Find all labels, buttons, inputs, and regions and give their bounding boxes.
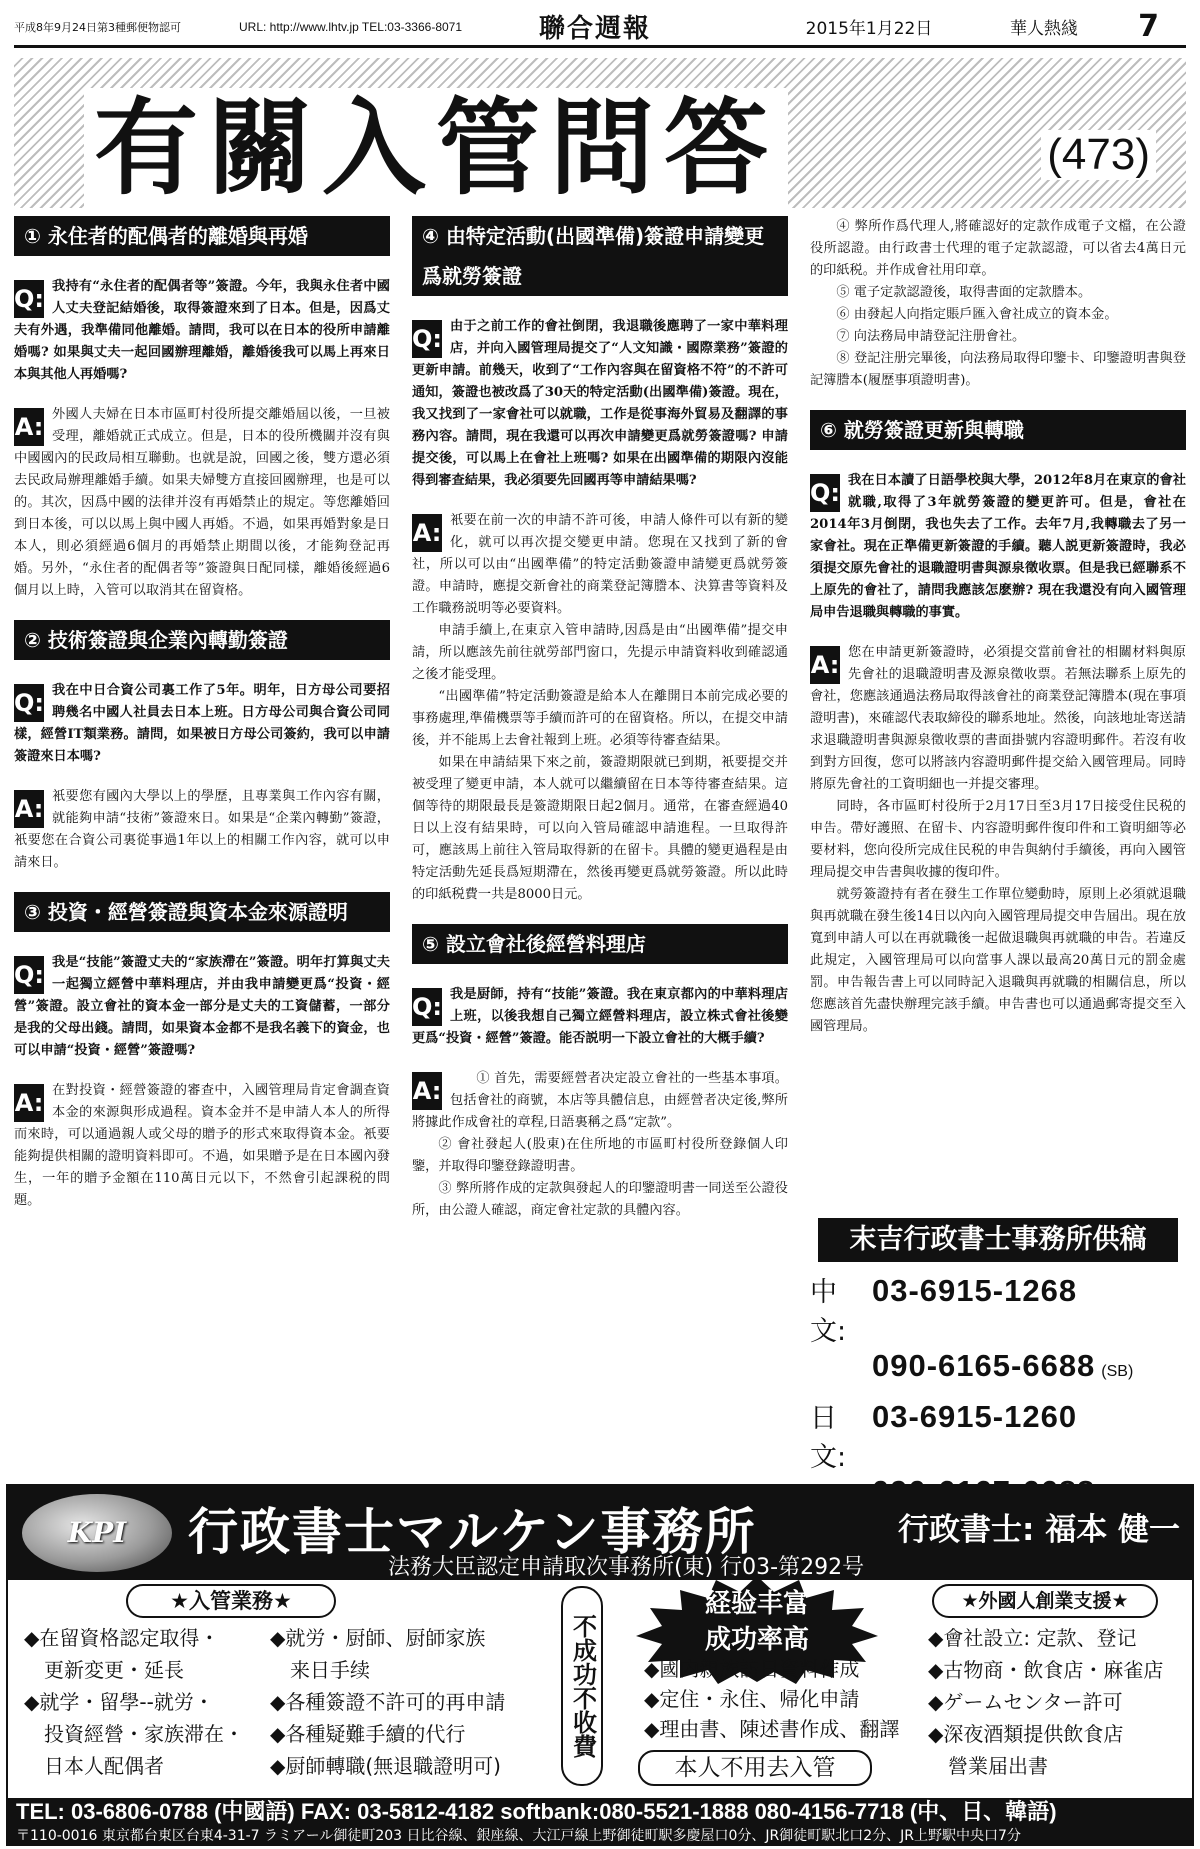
office-name: 行政書士マルケン事務所 [188, 1503, 757, 1561]
answer-mark-icon: A: [14, 408, 44, 446]
service-item: ◆就労・厨師、厨師家族 [270, 1626, 486, 1650]
contributor-contact [810, 1218, 1186, 1510]
answer-mark-icon: A: [810, 646, 840, 684]
service-item: ◆各種簽證不許可的再申請 [270, 1690, 506, 1714]
question-mark-icon: Q: [14, 684, 44, 722]
answer-paragraph: 同時，各市區町村役所于2月17日至3月17日接受住民税的申告。帶好護照、在留卡、内容證明郵件復印件和工資明細等必要材料，您向役所完成住民税的申告與納付手續後，再向入國管理局提交申告書與收據的復印件。 [810, 799, 1186, 880]
no-success-no-fee-badge: 不成功不收費 [561, 1586, 603, 1786]
ad-banner [8, 1486, 1192, 1580]
column-3 [810, 216, 1186, 1056]
step-item: ① 首先，需要經營者决定設立會社的一些基本事項。包括會社的商號，本店等具體信息，由經營者决定後,弊所將據此作成會社的章程,日語裏稱之爲“定款”。 [412, 1071, 788, 1130]
service-item: 来日手续 [290, 1658, 370, 1682]
section-5-heading: ⑤ 設立會社後經營料理店 [412, 924, 788, 964]
startup-services-list [928, 1622, 1190, 1782]
newspaper-name: 聯合週報 [539, 14, 652, 44]
section-6-question [810, 470, 1186, 624]
service-item: 日本人配偶者 [44, 1754, 164, 1778]
service-item: ◆就学・留學--就労・ [24, 1690, 214, 1714]
chinese-label: 中文: [810, 1277, 847, 1347]
ad-services [8, 1580, 1192, 1798]
issue-date: 2015年1月22日 [805, 19, 933, 39]
service-item: ◆深夜酒類提供飲食店 [928, 1722, 1124, 1746]
answer-text: 外國人夫婦在日本市區町村役所提交離婚屆以後，一旦被受理，離婚就正式成立。但是，日本的役所機關并沒有與中國國內的民政局相互聯動。也就是說，回國之後，雙方還必須去民政局辦理離婚手續。如果夫婦雙方直接回國辦理，也是可以的。其次，因爲中國的法律并沒有再婚禁止的規定。等您離婚回到日本後，可以以馬上與中國人再婚。不過，如果再婚對象是日本人，則必須經過6個月的再婚禁止期間以後，才能夠登記再婚。另外，“永住者的配偶者等”簽證與日配同樣，離婚後經過6個月以上時，入管可以取消其在留資格。 [14, 407, 390, 598]
question-text: 我持有“永住者的配偶者等”簽證。今年，我與永住者中國人丈夫登記結婚後，取得簽證來到了日本。但是，因爲丈夫有外遇，我準備同他離婚。請問，我可以在日本的役所申請離婚嗎? 如果與丈夫一起回國辦理離婚，離婚後我可以馬上再來日本與其他人再婚嗎? [14, 279, 390, 382]
ad-phone-line[interactable]: TEL: 03-6806-0788 (中國語) FAX: 03-5812-4182 softbank:080-5521-1888 080-4156-7718 (中、日、韓語) [8, 1798, 1192, 1826]
service-item: ◆國内親族訪日資料作成 [644, 1657, 860, 1681]
question-mark-icon: Q: [14, 280, 44, 318]
url-and-phone[interactable]: URL: http://www.lhtv.jp TEL:03-3366-8071 [239, 19, 463, 34]
service-item: ◆厨師轉職(無退職證明可) [270, 1754, 501, 1778]
japanese-phone-row [810, 1396, 1186, 1474]
service-item: ◆理由書、陳述書作成、翻譯 [644, 1717, 900, 1741]
question-mark-icon: Q: [14, 956, 44, 994]
slogan-line: 成功率高 [704, 1625, 809, 1655]
service-item: ◆各種疑難手續的代行 [270, 1722, 466, 1746]
logo-text: KPI [67, 1516, 127, 1549]
question-mark-icon: Q: [810, 474, 840, 512]
japanese-phone-1[interactable]: 03-6915-1260 [872, 1399, 1078, 1434]
experience-slogan [634, 1586, 880, 1658]
section-3-heading: ③ 投資・經營簽證與資本金來源證明 [14, 892, 390, 932]
step-item: ⑧ 登記注册完畢後，向法務局取得印鑒卡、印鑒證明書與登記簿謄本(履歷事項證明書)。 [810, 351, 1186, 388]
page-number: 7 [1138, 9, 1159, 44]
service-item: ◆古物商・飲食店・麻雀店 [928, 1658, 1164, 1682]
section-3-answer [14, 1080, 390, 1212]
immigration-services-heading: ★入管業務★ [126, 1584, 336, 1618]
service-item: ◆會社設立: 定款、登记 [928, 1626, 1137, 1650]
startup-support-heading: ★外國人創業支援★ [932, 1584, 1158, 1618]
section-4-answer [412, 510, 788, 906]
question-text: 我在日本讀了日語學校與大學，2012年8月在東京的會社就職,取得了3年就勞簽證的變更許可。但是，會社在2014年3月倒閉，我也失去了工作。去年7月,我轉職去了另一家會社。現在正準備更新簽證的手續。聽人説更新簽證時，我必須提交原先會社的退職證明書與源泉徵收票。但是我已經聯系不上原先的會社了，請問我應該怎麽辦? 現在我還没有向入國管理局申告退職與轉職的事實。 [810, 473, 1186, 620]
step-item: ⑤ 電子定款認證後，取得書面的定款謄本。 [836, 285, 1092, 300]
section-1-question [14, 276, 390, 386]
service-item: ◆定住・永住、帰化申請 [644, 1687, 860, 1711]
answer-paragraph: 就勞簽證持有者在發生工作單位變動時，原則上必須就退職與再就職在發生後14日以內向入國管理局提交申告屆出。現在放寬到申請人可以在再就職後一起做退職與再就職的申告。若違反此規定，入國管理局可以向當事人課以最高20萬日元的罰金處罰。申告報告書上可以同時記入退職與再就職的相關信息，所以您應該首先盡快辦理完該手續。申告書也可以通過郵寄提交至入國管理局。 [810, 887, 1186, 1034]
question-text: 我是厨師，持有“技能”簽證。我在東京都內的中華料理店上班，以後我想自己獨立經營料理店，設立株式會社後變更爲“投資・經營”簽證。能否説明一下設立會社的大概手續? [412, 987, 788, 1046]
chinese-phone-row [810, 1270, 1186, 1348]
question-text: 我在中日合資公司裏工作了5年。明年，日方母公司要招聘幾名中國人社員去日本上班。日方母公司與合資公司同樣，經營IT類業務。請問，如果被日方母公司簽約，我可以申請簽證來日本嗎? [14, 683, 390, 764]
step-item: ⑥ 由發起人向指定賬戶匯入會社成立的資本金。 [836, 307, 1118, 322]
no-visit-required-badge: 本人不用去入管 [638, 1750, 872, 1786]
office-advertisement [6, 1484, 1194, 1846]
answer-paragraph: 您在申請更新簽證時，必須提交當前會社的相關材料與原先會社的退職證明書及源泉徵收票。若無法聯系上原先的會社，您應該通過法務局取得該會社的商業登記簿謄本(現在事項證明書)，來確認代表取締役的聯系地址。然後，向該地址寄送請求退職證明書與源泉徵收票的書面掛號内容證明郵件。若沒有收到對方回復，您可以將該内容證明郵件提交給入國管理局。同時將原先會社的工資明細也一并提交審理。 [810, 645, 1186, 792]
immigration-list-right [270, 1622, 560, 1782]
certification-line: 法務大臣認定申請取次事務所(東) 行03-第292号 [388, 1555, 865, 1580]
kpi-logo [22, 1494, 172, 1572]
answer-mark-icon: A: [412, 514, 442, 552]
column-2 [412, 216, 788, 1222]
answer-paragraph: 申請手續上,在東京入管申請時,因爲是由“出國準備”提交申請，所以應該先前往就勞部門窗口，先提示申請資料收到確認通之後才能受理。 [412, 623, 788, 682]
service-item: ◆ゲームセンター許可 [928, 1690, 1123, 1714]
service-item: 投資經營・家族滞在・ [44, 1722, 244, 1746]
answer-paragraph: 如果在申請結果下來之前，簽證期限就已到期，衹要提交并被受理了變更申請，本人就可以繼續留在日本等待審查結果。這個等待的期限最長是簽證期限日起2個月。通常，在審查經過40日以上沒有結果時，可以向入管局確認申請進程。一旦取得許可，應該馬上前往入管局取得新的在留卡。具體的變更過程是由特定活動先延長爲短期滯在，然後再變更爲就勞簽證。所以此時的印紙税費一共是8000日元。 [412, 755, 788, 902]
section-1-answer [14, 404, 390, 602]
postal-permit: 平成8年9月24日第3種郵便物認可 [14, 20, 181, 34]
japanese-label: 日文: [810, 1403, 847, 1473]
section-5-answer [412, 1068, 788, 1222]
section-3-question [14, 952, 390, 1062]
section-1-heading: ① 永住者的配偶者的離婚與再婚 [14, 216, 390, 256]
answer-mark-icon: A: [14, 790, 44, 828]
section-4-question [412, 316, 788, 492]
answer-text: 在對投資・經營簽證的審查中，入國管理局肯定會調查資本金的來源與形成過程。資本金并不是申請人本人的所得而來時，可以通過親人或父母的贈予的形式來取得資本金。衹要能夠提供相關的證明資料即可。不過，如果贈予是在日本國內發生，一年的贈予金額在110萬日元以下，不然會引起課税的問題。 [14, 1083, 390, 1208]
masthead-banner [14, 58, 1186, 208]
answer-mark-icon: A: [412, 1072, 442, 1110]
step-item: ④ 弊所作爲代理人,將確認好的定款作成電子文檔，在公證役所認證。由行政書士代理的電子定款認證，可以省去4萬日元的印紙税。并作成會社用印章。 [810, 219, 1186, 278]
answer-mark-icon: A: [14, 1084, 44, 1122]
middle-services-list [644, 1654, 914, 1744]
scrivener-name: 行政書士: 福本 健一 [898, 1512, 1180, 1548]
step-item: ② 會社發起人(股東)在住所地的市區町村役所登錄個人印鑒，并取得印鑒登錄證明書。 [412, 1137, 788, 1174]
section-2-answer [14, 786, 390, 874]
slogan-line: 経验丰富 [704, 1589, 809, 1619]
section-5-question [412, 984, 788, 1050]
step-item: ③ 弊所將作成的定款與發起人的印鑒證明書一同送至公證役所，由公證人確認，商定會社定款的具體內容。 [412, 1181, 788, 1218]
chinese-mobile-row [810, 1348, 1186, 1384]
ad-address-line: 〒110-0016 東京都台東区台東4-31-7 ラミアール御徒町203 日比谷線、銀座線、大江戸線上野御徒町駅多慶屋口0分、JR御徒町駅北口2分、JR上野駅中央口7分 [8, 1826, 1192, 1846]
section-2-question [14, 680, 390, 768]
answer-text: 衹要您有國內大學以上的學歷，且專業與工作內容有關，就能夠申請“技術”簽證來日。如果是“企業內轉勤”簽證，衹要您在合資公司裏從事過1年以上的相關工作內容，就可以申請來日。 [14, 789, 390, 870]
answer-paragraph: “出國準備”特定活動簽證是給本人在離開日本前完成必要的事務處理,準備機票等手續而許可的在留資格。所以，在提交申請後，并不能馬上去會社報到上班。必須等待審查結果。 [412, 689, 788, 748]
section-6-heading: ⑥ 就勞簽證更新與轉職 [810, 410, 1186, 450]
contributor-heading: 末吉行政書士事務所供稿 [818, 1218, 1178, 1262]
service-item: 更新変更・延長 [44, 1658, 184, 1682]
page-header [14, 8, 1186, 48]
question-text: 由于之前工作的會社倒閉，我退職後應聘了一家中華料理店，并向入國管理局提交了“人文知識・國際業務”簽證的更新申請。前幾天，收到了“工作內容與在留資格不符”的不許可通知，簽證也被改爲了30天的特定活動(出國準備)簽證。現在，我又找到了一家會社可以就職，工作是從事海外貿易及翻譯的事務內容。請問，現在我還可以再次申請變更爲就勞簽證嗎? 申請提交後，可以馬上在會社上班嗎? 如果在出國準備的期限內沒能得到審查結果，我必須要先回國再等申請結果嗎? [412, 319, 788, 488]
column-1 [14, 216, 390, 1230]
service-item: ◆在留資格認定取得・ [24, 1626, 220, 1650]
answer-paragraph: 衹要在前一次的申請不許可後，申請人條件可以有新的變化，就可以再次提交變更申請。您現在又找到了新的會社，所以可以由“出國準備”的特定活動簽證申請變更爲就勞簽證。申請時，應提交新會社的商業登記簿謄本、決算書等資料及工作職務説明等必要資料。 [412, 513, 788, 616]
question-mark-icon: Q: [412, 988, 442, 1026]
service-item: 營業届出書 [948, 1754, 1048, 1778]
chinese-carrier: (SB) [1101, 1363, 1134, 1380]
section-name: 華人熱綫 [1010, 19, 1078, 39]
page-title: 有關入管問答 [84, 88, 788, 208]
section-6-answer [810, 642, 1186, 1038]
chinese-phone-2[interactable]: 090-6165-6688 [872, 1348, 1096, 1383]
question-mark-icon: Q: [412, 320, 442, 358]
question-text: 我是“技能”簽證丈夫的“家族滯在”簽證。明年打算與丈夫一起獨立經營中華料理店，并由我申請變更爲“投資・經營”簽證。設立會社的資本金一部分是丈夫的工資儲蓄，一部分是我的父母出錢。請問，如果資本金都不是我名義下的資金，也可以申請“投資・經營”簽證嗎? [14, 955, 390, 1058]
issue-number: (473) [1041, 130, 1156, 180]
section-2-heading: ② 技術簽證與企業內轉勤簽證 [14, 620, 390, 660]
chinese-phone-1[interactable]: 03-6915-1268 [872, 1273, 1078, 1308]
section-4-heading: ④ 由特定活動(出國準備)簽證申請變更爲就勞簽證 [412, 216, 788, 296]
immigration-list-left [24, 1622, 274, 1782]
step-item: ⑦ 向法務局申請登記注册會社。 [836, 329, 1026, 344]
